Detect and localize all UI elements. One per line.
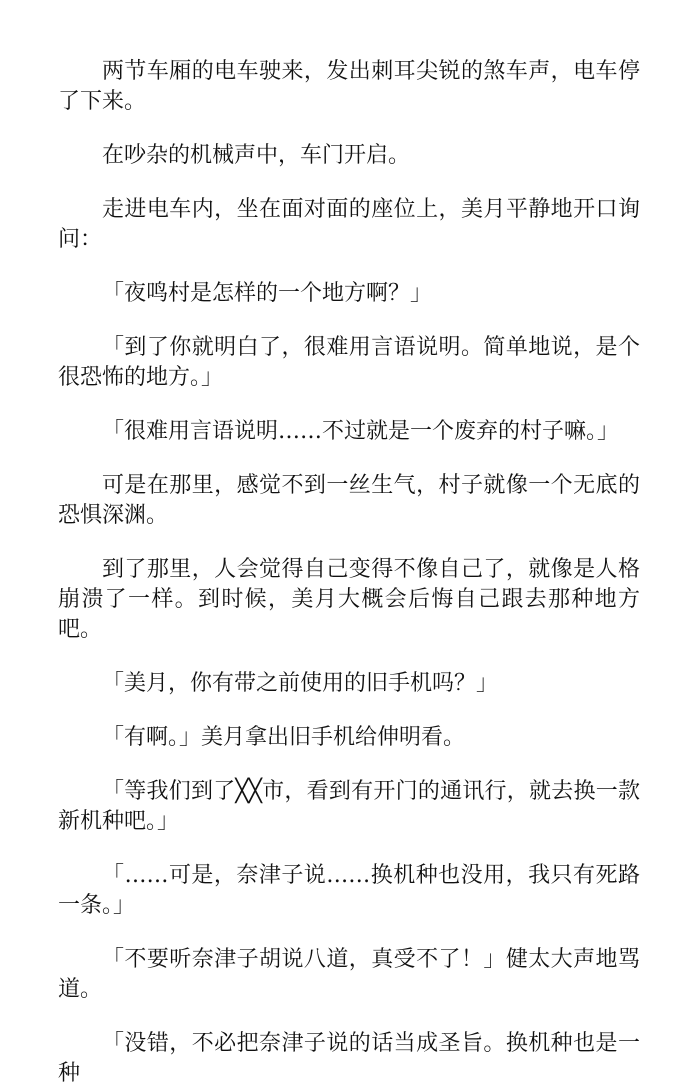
- paragraph-4: 「夜鸣村是怎样的一个地方啊？」: [102, 281, 433, 306]
- document-page: [58, 57, 640, 1089]
- paragraph-12: 「……可是，奈津子说……换机种也没用，我只有死路一条。」: [58, 863, 640, 918]
- paragraph-1: 两节车厢的电车驶来，发出刺耳尖锐的煞车声，电车停了下来。: [58, 59, 640, 114]
- paragraph-8: 到了那里，人会觉得自己变得不像自己了，就像是人格崩溃了一样。到时候，美月大概会后悔自己跟去那种地方吧。: [58, 557, 640, 642]
- paragraph-5: 「到了你就明白了，很难用言语说明。简单地说，是个很恐怖的地方。」: [58, 335, 640, 390]
- paragraph-11: 「等我们到了╳╳市，看到有开门的通讯行，就去换一款新机种吧。」: [58, 779, 640, 834]
- paragraph-2: 在吵杂的机械声中，车门开启。: [102, 143, 411, 168]
- paragraph-6: 「很难用言语说明……不过就是一个废弃的村子嘛。」: [102, 419, 620, 444]
- paragraph-3: 走进电车内，坐在面对面的座位上，美月平静地开口询问：: [58, 197, 640, 252]
- paragraph-14: 「没错，不必把奈津子说的话当成圣旨。换机种也是一种: [58, 1031, 640, 1086]
- paragraph-9: 「美月，你有带之前使用的旧手机吗？」: [102, 671, 499, 696]
- paragraph-7: 可是在那里，感觉不到一丝生气，村子就像一个无底的恐惧深渊。: [58, 473, 640, 528]
- paragraph-10: 「有啊。」美月拿出旧手机给伸明看。: [102, 725, 466, 750]
- paragraph-13: 「不要听奈津子胡说八道，真受不了！」健太大声地骂道。: [58, 947, 640, 1002]
